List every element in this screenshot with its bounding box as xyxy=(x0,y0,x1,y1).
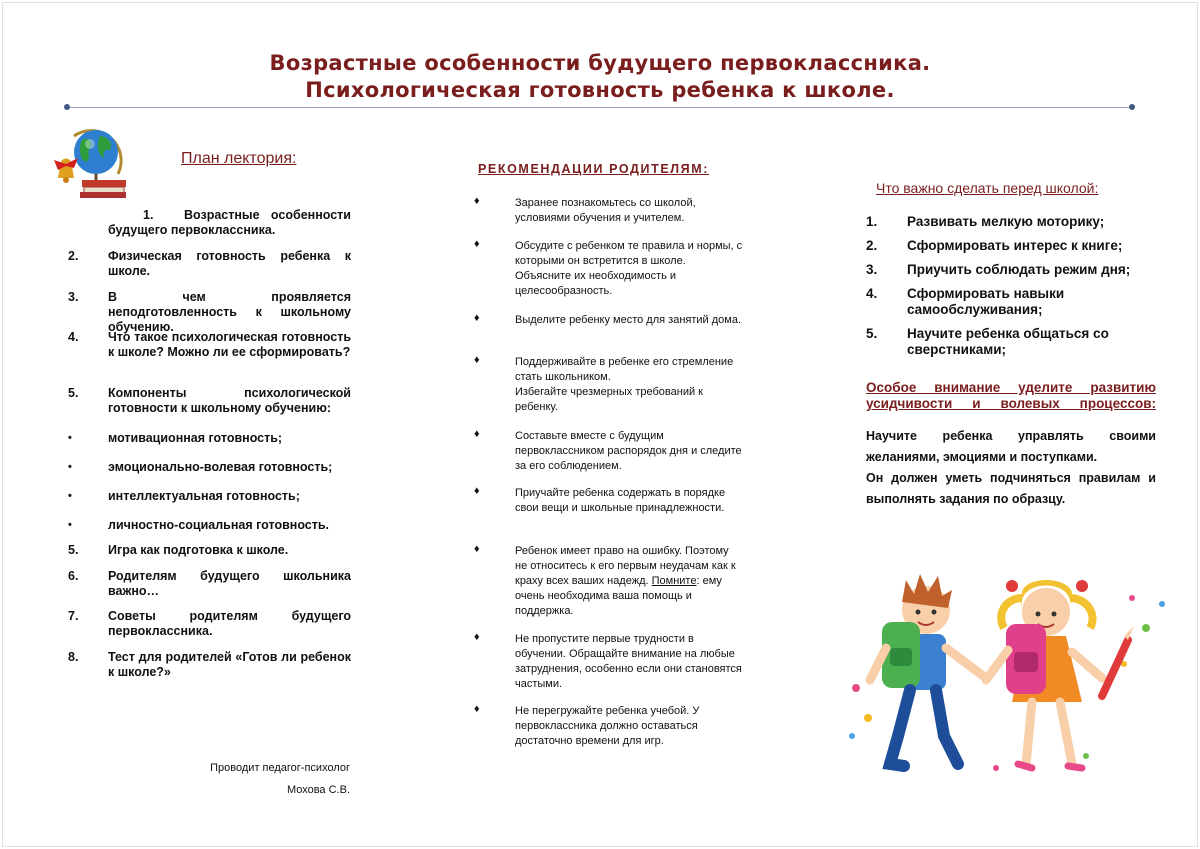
recommendation-note-text: : ему очень необходима ваша помощь и поддержка. xyxy=(515,575,722,617)
diamond-bullet-icon: ♦ xyxy=(474,703,480,715)
plan-bullet: • xyxy=(68,461,72,473)
title-divider xyxy=(68,107,1133,108)
plan-item-marker: 2. xyxy=(68,249,79,263)
divider-dot-right xyxy=(1129,104,1135,110)
title-line-1: Возрастные особенности будущего первоклассника. xyxy=(269,51,931,75)
diamond-bullet-icon: ♦ xyxy=(474,631,480,643)
recommendation-text: Составьте вместе с будущим первоклассником распорядок дня и следите за его соблюдением. xyxy=(515,430,742,472)
page-title xyxy=(0,50,1200,104)
plan-item-text: эмоционально-волевая готовность; xyxy=(108,460,333,474)
plan-item-text: Советы родителям будущего первоклассника. xyxy=(108,609,351,638)
attention-body xyxy=(866,426,1156,510)
plan-item-text: Что такое психологическая готовность к школе? Можно ли ее сформировать? xyxy=(108,330,351,359)
plan-item-text: личностно-социальная готовность. xyxy=(108,518,330,532)
diamond-bullet-icon: ♦ xyxy=(474,485,480,497)
attention-paragraph-2: Он должен уметь подчиняться правилам и выполнять задания по образцу. xyxy=(866,471,1156,506)
important-item-text: Развивать мелкую моторику; xyxy=(907,214,1105,229)
important-item-text: Научите ребенка общаться со сверстниками; xyxy=(907,326,1109,357)
important-item-text: Сформировать навыки самообслуживания; xyxy=(907,286,1065,317)
plan-item-text: Компоненты психологической готовности к школьному обучению: xyxy=(108,386,351,415)
recommendation-note-label: Помните xyxy=(651,575,697,587)
plan-bullet: • xyxy=(68,519,72,531)
recommendations-heading: РЕКОМЕНДАЦИИ РОДИТЕЛЯМ: xyxy=(478,162,710,176)
important-item-text: Приучить соблюдать режим дня; xyxy=(907,262,1131,277)
presenter-name: Мохова С.В. xyxy=(286,784,350,796)
plan-bullet: • xyxy=(68,490,72,502)
important-item-marker: 5. xyxy=(866,326,878,341)
diamond-bullet-icon: ♦ xyxy=(474,543,480,555)
recommendation-text: Выделите ребенку место для занятий дома. xyxy=(515,314,742,326)
plan-bullet: • xyxy=(68,432,72,444)
plan-heading: План лектория: xyxy=(181,150,297,167)
plan-item-text: Возрастные особенности будущего первоклассника. xyxy=(108,208,351,237)
plan-item-text: Игра как подготовка к школе. xyxy=(108,543,289,557)
important-item-marker: 2. xyxy=(866,238,878,253)
recommendation-text: Ребенок имеет право на ошибку. Поэтому не относитесь к его первым неудачам как к краху всех ваших надежд. xyxy=(515,545,736,587)
plan-item-marker: 4. xyxy=(68,330,79,344)
recommendation-text: Обсудите с ребенком те правила и нормы, с которыми он встретится в школе. Объясните их необходимость и целесообразность. xyxy=(515,240,743,297)
recommendation-text: Не пропустите первые трудности в обучении. Обращайте внимание на любые затруднения, особенно если они становятся частыми. xyxy=(515,633,742,690)
diamond-bullet-icon: ♦ xyxy=(474,238,480,250)
plan-item-marker: 5. xyxy=(68,543,79,557)
important-item-marker: 3. xyxy=(866,262,878,277)
recommendation-text: Поддерживайте в ребенке его стремление стать школьником. xyxy=(515,356,734,383)
diamond-bullet-icon: ♦ xyxy=(474,428,480,440)
plan-item-text: интеллектуальная готовность; xyxy=(108,489,300,503)
important-item-marker: 4. xyxy=(866,286,878,301)
important-heading: Что важно сделать перед школой: xyxy=(876,180,1099,196)
recommendation-text: Заранее познакомьтесь со школой, условиями обучения и учителем. xyxy=(515,197,696,224)
recommendation-extra: Избегайте чрезмерных требований к ребенку. xyxy=(515,386,703,413)
plan-item-text: Тест для родителей «Готов ли ребенок к школе?» xyxy=(108,650,351,679)
plan-item-marker: 6. xyxy=(68,569,79,583)
plan-item-marker: 3. xyxy=(68,290,79,304)
school-children-illustration xyxy=(846,568,1166,785)
diamond-bullet-icon: ♦ xyxy=(474,312,480,324)
diamond-bullet-icon: ♦ xyxy=(474,195,480,207)
plan-item-text: мотивационная готовность; xyxy=(108,431,283,445)
attention-paragraph-1: Научите ребенка управлять своими желаниями, эмоциями и поступками. xyxy=(866,429,1156,464)
plan-item-marker: 7. xyxy=(68,609,79,623)
plan-item-marker: 8. xyxy=(68,650,79,664)
plan-item-text: Физическая готовность ребенка к школе. xyxy=(108,249,351,278)
recommendation-text: Не перегружайте ребенка учебой. У первоклассника должно оставаться достаточно времени для игр. xyxy=(515,705,700,747)
plan-item-marker: 5. xyxy=(68,386,79,400)
diamond-bullet-icon: ♦ xyxy=(474,354,480,366)
title-line-2: Психологическая готовность ребенка к школе. xyxy=(305,78,895,102)
recommendation-text: Приучайте ребенка содержать в порядке свои вещи и школьные принадлежности. xyxy=(515,487,726,514)
important-item-text: Сформировать интерес к книге; xyxy=(907,238,1123,253)
attention-heading: Особое внимание уделите развитию усидчивости и волевых процессов: xyxy=(866,380,1156,411)
plan-item-marker: 1. xyxy=(143,208,154,222)
divider-dot-left xyxy=(64,104,70,110)
globe-books-illustration xyxy=(52,122,126,203)
presenter-role: Проводит педагог-психолог xyxy=(210,762,350,774)
plan-item-text: В чем проявляется неподготовленность к школьному обучению. xyxy=(108,290,351,334)
plan-item-text: Родителям будущего школьника важно… xyxy=(108,569,351,598)
important-item-marker: 1. xyxy=(866,214,878,229)
